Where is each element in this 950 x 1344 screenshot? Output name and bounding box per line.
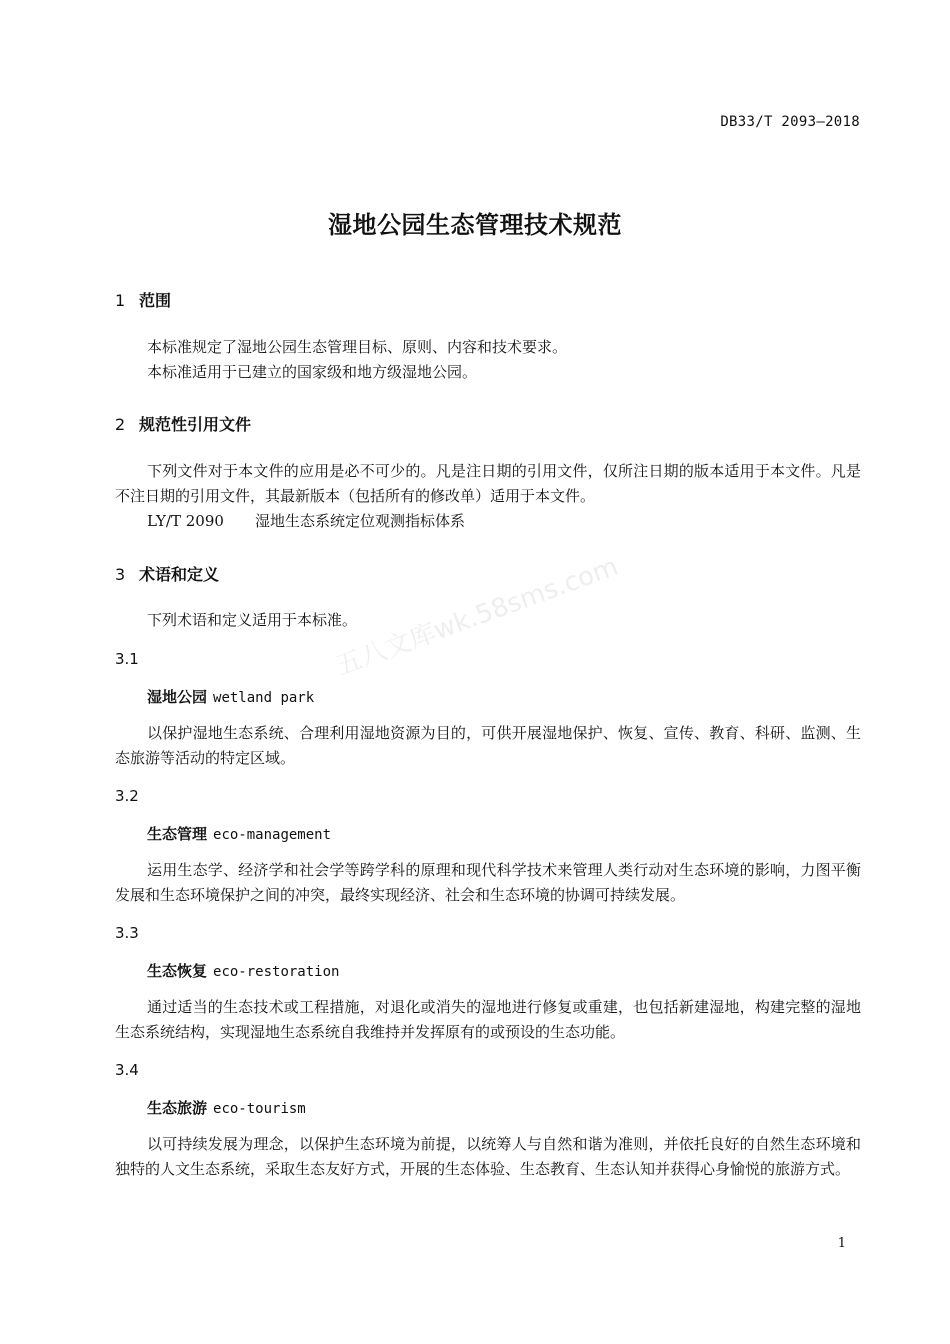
section-3-heading [115,562,219,585]
watermark: 五八文库wk.58sms.com [332,551,623,682]
reference-entry [147,509,465,534]
term-heading [147,960,339,981]
section-2-heading [115,412,251,435]
section-number: 1 [115,291,126,310]
reference-code: LY/T 2090 [147,512,224,530]
term-definition: 以可持续发展为理念，以保护生态环境为前提，以统筹人与自然和谐为准则，并依托良好的自然生态环境和独特的人文生态系统，采取生态友好方式，开展的生态体验、生态教育、生态认知并获得心身愉悦的旅游方式。 [115,1135,861,1178]
scope-line-1: 本标准规定了湿地公园生态管理目标、原则、内容和技术要求。 [147,338,568,356]
term-chinese: 生态管理 [147,825,208,843]
section-number: 3 [115,565,126,584]
section-title: 规范性引用文件 [139,415,252,434]
term-english: eco-tourism [213,1101,306,1117]
section-title: 术语和定义 [139,565,220,584]
scope-line-2: 本标准适用于已建立的国家级和地方级湿地公园。 [147,363,478,381]
term-number: 3.2 [115,787,139,805]
section-1-heading [115,288,171,311]
term-definition: 运用生态学、经济学和社会学等跨学科的原理和现代科学技术来管理人类行动对生态环境的影响，力图平衡发展和生态环境保护之间的冲突，最终实现经济、社会和生态环境的协调可持续发展。 [115,861,861,904]
term-number: 3.1 [115,650,139,668]
term-heading [147,823,331,844]
terms-intro: 下列术语和定义适用于本标准。 [147,611,358,629]
term-chinese: 生态旅游 [147,1099,208,1117]
reference-title: 湿地生态系统定位观测指标体系 [255,512,466,530]
term-definition: 以保护湿地生态系统、合理利用湿地资源为目的，可供开展湿地保护、恢复、宣传、教育、科研、监测、生态旅游等活动的特定区域。 [115,724,861,767]
term-english: eco-management [213,827,332,843]
page-number: 1 [837,1236,846,1251]
term-heading [147,686,314,707]
standard-code: DB33/T 2093—2018 [720,114,860,130]
term-english: eco-restoration [213,964,340,980]
term-number: 3.3 [115,924,139,942]
section-title: 范围 [139,291,172,310]
term-chinese: 湿地公园 [147,688,208,706]
term-definition: 通过适当的生态技术或工程措施，对退化或消失的湿地进行修复或重建，也包括新建湿地，构建完整的湿地生态系统结构，实现湿地生态系统自我维持并发挥原有的或预设的生态功能。 [115,998,861,1041]
document-title: 湿地公园生态管理技术规范 [328,211,622,239]
term-chinese: 生态恢复 [147,962,208,980]
term-number: 3.4 [115,1061,139,1079]
term-english: wetland park [213,690,315,706]
section-number: 2 [115,415,126,434]
normative-references-paragraph: 下列文件对于本文件的应用是必不可少的。凡是注日期的引用文件，仅所注日期的版本适用于本文件。凡是不注日期的引用文件，其最新版本（包括所有的修改单）适用于本文件。 [115,462,861,505]
term-heading [147,1097,306,1118]
